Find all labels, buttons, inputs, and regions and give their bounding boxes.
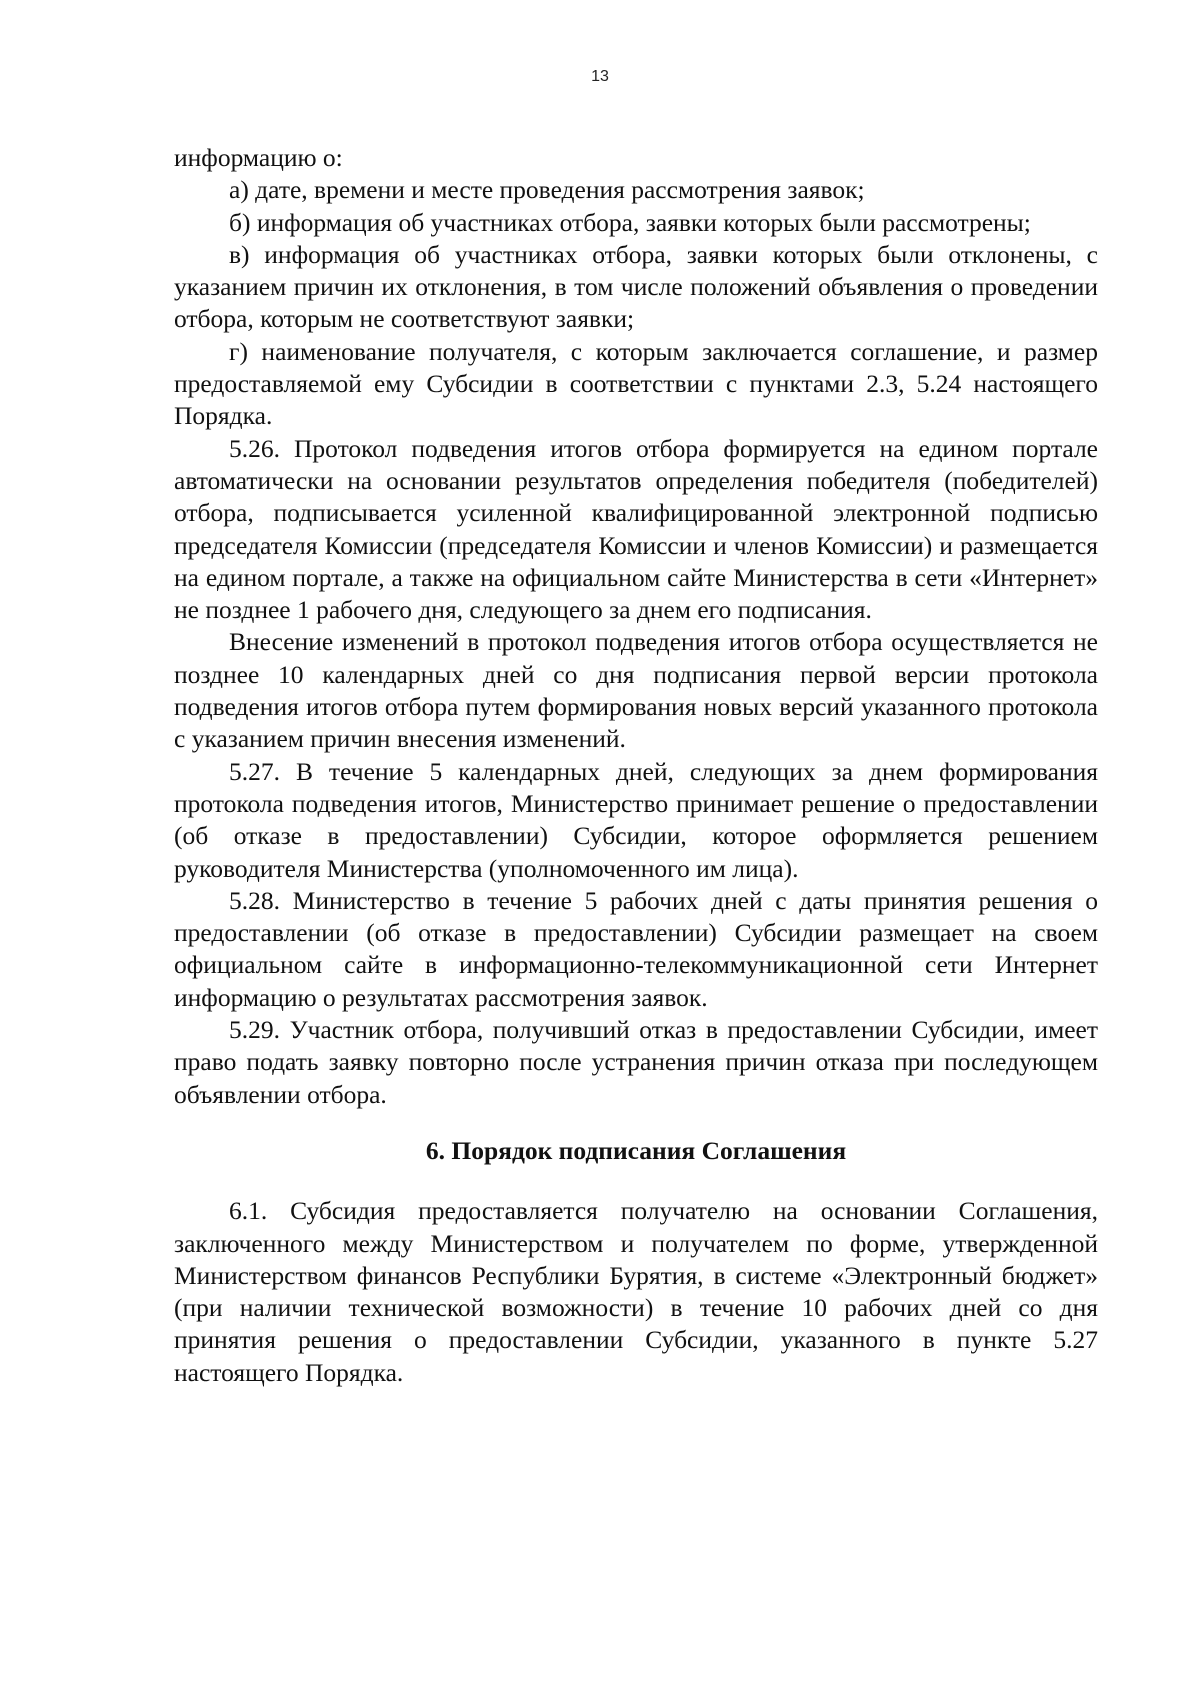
document-body (174, 142, 1098, 1389)
clause-6-1: 6.1. Субсидия предоставляется получателю на основании Соглашения, заключенного между Министерством и получателем по форме, утвержденной Министерством финансов Республики Бурятия, в системе «Электронный бюджет» (при наличии технической возможности) в течение 10 рабочих дней со дня принятия решения о предоставлении Субсидии, указанного в пункте 5.27 настоящего Порядка. (174, 1196, 1098, 1387)
list-item-g: г) наименование получателя, с которым заключается соглашение, и размер предоставляемой ему Субсидии в соответствии с пунктами 2.3, 5.24 настоящего Порядка. (174, 336, 1098, 431)
section-heading: 6. Порядок подписания Соглашения (425, 1135, 847, 1165)
clause-5-26: 5.26. Протокол подведения итогов отбора формируется на едином портале автоматически на основании результатов определения победителя (победителей) отбора, подписывается усиленной квалифицированной электронной подписью председателя Комиссии (председателя Комиссии и членов Комиссии) и размещается на едином портале, а также на официальном сайте Министерства в сети «Интернет» не позднее 1 рабочего дня, следующего за днем его подписания. (174, 433, 1098, 625)
page-number: 13 (591, 68, 609, 85)
paragraph-intro: информацию о: (174, 143, 343, 172)
list-item-v: в) информация об участниках отбора, заявки которых были отклонены, с указанием причин их отклонения, в том числе положений объявления о проведении отбора, которым не соответствуют заявки; (174, 239, 1098, 334)
clause-5-29: 5.29. Участник отбора, получивший отказ в предоставлении Субсидии, имеет право подать заявку повторно после устранения причин отказа при последующем объявлении отбора. (174, 1015, 1098, 1109)
clause-5-27: 5.27. В течение 5 календарных дней, следующих за днем формирования протокола подведения итогов, Министерство принимает решение о предоставлении (об отказе в предоставлении) Субсидии, которое оформляется решением руководителя Министерства (уполномоченного им лица). (174, 756, 1098, 883)
clause-5-28: 5.28. Министерство в течение 5 рабочих дней с даты принятия решения о предоставлении (об отказе в предоставлении) Субсидии размещает на своем официальном сайте в информационно-телекоммуникационной сети Интернет информацию о результатах рассмотрения заявок. (174, 885, 1098, 1012)
clause-5-26-amendments: Внесение изменений в протокол подведения итогов отбора осуществляется не позднее 10 календарных дней со дня подписания первой версии протокола подведения итогов отбора путем формирования новых версий указанного протокола с указанием причин внесения изменений. (174, 627, 1098, 754)
list-item-b: б) информация об участниках отбора, заявки которых были рассмотрены; (229, 207, 1031, 237)
list-item-a: а) дате, времени и месте проведения рассмотрения заявок; (229, 175, 865, 205)
